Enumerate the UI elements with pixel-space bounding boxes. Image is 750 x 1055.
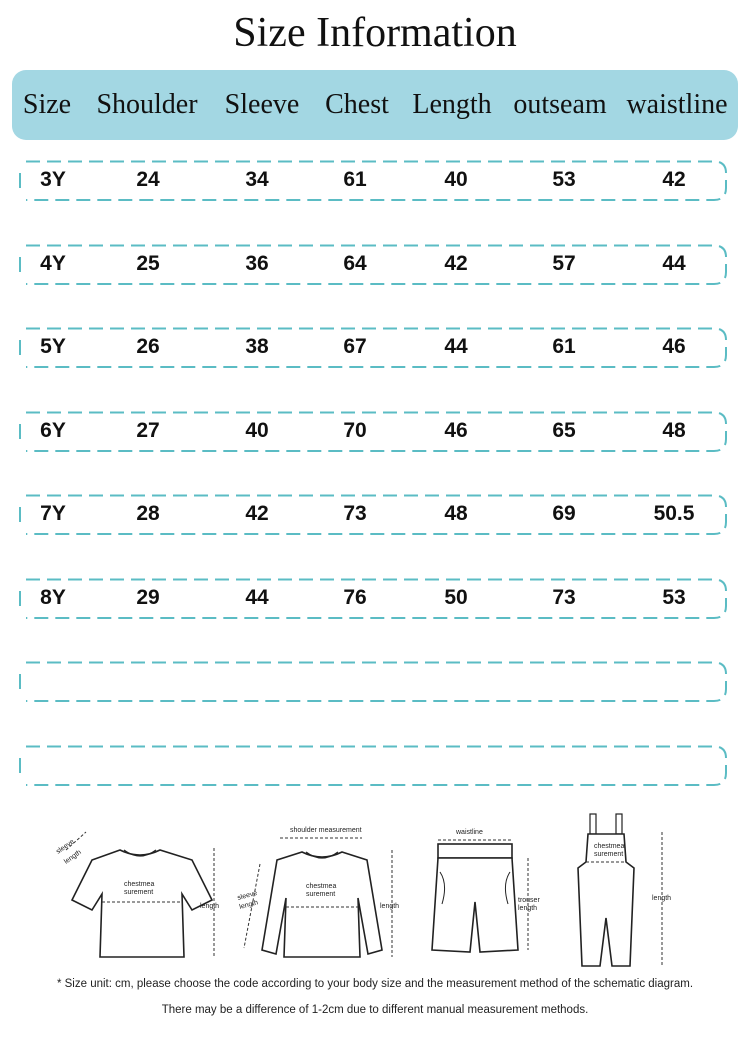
overalls-diagram [560, 808, 700, 968]
cell-size: 5Y [40, 335, 66, 358]
row-dashed-border [18, 661, 728, 703]
tshirt-diagram [52, 812, 227, 967]
cell-outseam: 61 [552, 335, 576, 358]
header-waistline: waistline [626, 89, 728, 120]
cell-sleeve: 36 [245, 251, 269, 275]
cell-size: 6Y [40, 418, 66, 442]
cell-size: 3Y [40, 168, 66, 191]
longsleeve-shoulder-label: shoulder measurement [290, 827, 362, 834]
cell-shoulder: 26 [136, 335, 160, 358]
shorts-trouser-label: trouser [518, 897, 540, 904]
cell-waistline: 48 [662, 418, 686, 442]
cell-outseam: 53 [552, 168, 576, 191]
cell-size: 4Y [40, 251, 66, 275]
longsleeve-sleeve-label-2: length [238, 899, 259, 911]
cell-waistline: 42 [662, 168, 686, 191]
table-header [12, 70, 738, 140]
header-size: Size [22, 89, 72, 120]
tshirt-length-label: length [200, 903, 220, 910]
cell-size: 8Y [40, 585, 66, 609]
table-row [18, 244, 728, 284]
measurement-difference-note: There may be a difference of 1-2cm due to different manual measurement methods. [161, 1004, 589, 1016]
cell-shoulder: 28 [136, 502, 160, 525]
cell-chest: 76 [343, 585, 367, 609]
header-shoulder: Shoulder [96, 89, 198, 120]
cell-outseam: 73 [552, 585, 576, 609]
cell-size: 7Y [40, 502, 66, 525]
tshirt-sleeve-label-2: length [63, 848, 83, 866]
cell-shoulder: 25 [136, 251, 160, 275]
row-dashed-border [18, 494, 728, 536]
cell-sleeve: 38 [245, 335, 269, 358]
row-dashed-border [18, 160, 728, 202]
header-outseam: outseam [513, 89, 607, 120]
cell-outseam: 69 [552, 502, 576, 525]
table-row [18, 160, 728, 200]
cell-chest: 61 [343, 168, 367, 191]
longsleeve-sleeve-label: sleeve [236, 889, 259, 902]
cell-shoulder: 24 [136, 168, 160, 191]
cell-outseam: 65 [552, 418, 576, 442]
cell-sleeve: 42 [245, 502, 269, 525]
table-row [18, 578, 728, 618]
page-title: Size Information [233, 10, 517, 56]
overalls-chest-label: chestmea [594, 843, 625, 850]
cell-length: 46 [444, 418, 468, 442]
cell-sleeve: 40 [245, 418, 269, 442]
header-chest: Chest [325, 89, 389, 120]
tshirt-chest-label-2: surement [124, 889, 154, 896]
row-dashed-border [18, 244, 728, 286]
cell-outseam: 57 [552, 251, 576, 275]
row-dashed-border [18, 745, 728, 787]
tshirt-chest-label: chestmea [124, 881, 155, 888]
header-length: Length [412, 89, 492, 120]
cell-shoulder: 27 [136, 418, 160, 442]
cell-shoulder: 29 [136, 585, 160, 609]
cell-chest: 67 [343, 335, 367, 358]
longsleeve-diagram [232, 812, 412, 967]
cell-waistline: 46 [662, 335, 686, 358]
table-row [18, 661, 728, 701]
tshirt-sleeve-label: sleeve [55, 838, 76, 856]
cell-length: 40 [444, 168, 468, 191]
cell-waistline: 44 [662, 251, 686, 275]
overalls-length-label: length [652, 895, 672, 902]
cell-chest: 64 [343, 251, 367, 275]
table-row [18, 494, 728, 534]
longsleeve-chest-label: chestmea [306, 883, 337, 890]
cell-length: 44 [444, 335, 468, 358]
cell-length: 42 [444, 251, 468, 275]
cell-length: 48 [444, 502, 468, 525]
longsleeve-length-label: length [380, 903, 400, 910]
table-row [18, 745, 728, 785]
cell-sleeve: 34 [245, 168, 269, 191]
overalls-chest-label-2: surement [594, 851, 624, 858]
shorts-trouser-label-2: length [518, 905, 538, 912]
table-row [18, 411, 728, 451]
row-dashed-border [18, 327, 728, 369]
row-dashed-border [18, 411, 728, 453]
cell-waistline: 50.5 [653, 502, 695, 525]
cell-chest: 70 [343, 418, 367, 442]
table-row [18, 327, 728, 367]
shorts-diagram [420, 812, 560, 967]
header-sleeve: Sleeve [224, 89, 300, 120]
cell-waistline: 53 [662, 585, 686, 609]
size-unit-note: * Size unit: cm, please choose the code according to your body size and the measurement method of the schematic diagram. [56, 978, 694, 990]
cell-sleeve: 44 [245, 585, 269, 609]
longsleeve-chest-label-2: surement [306, 891, 336, 898]
cell-length: 50 [444, 585, 468, 609]
cell-chest: 73 [343, 502, 367, 525]
row-dashed-border [18, 578, 728, 620]
shorts-waistline-label: waistline [456, 829, 483, 836]
